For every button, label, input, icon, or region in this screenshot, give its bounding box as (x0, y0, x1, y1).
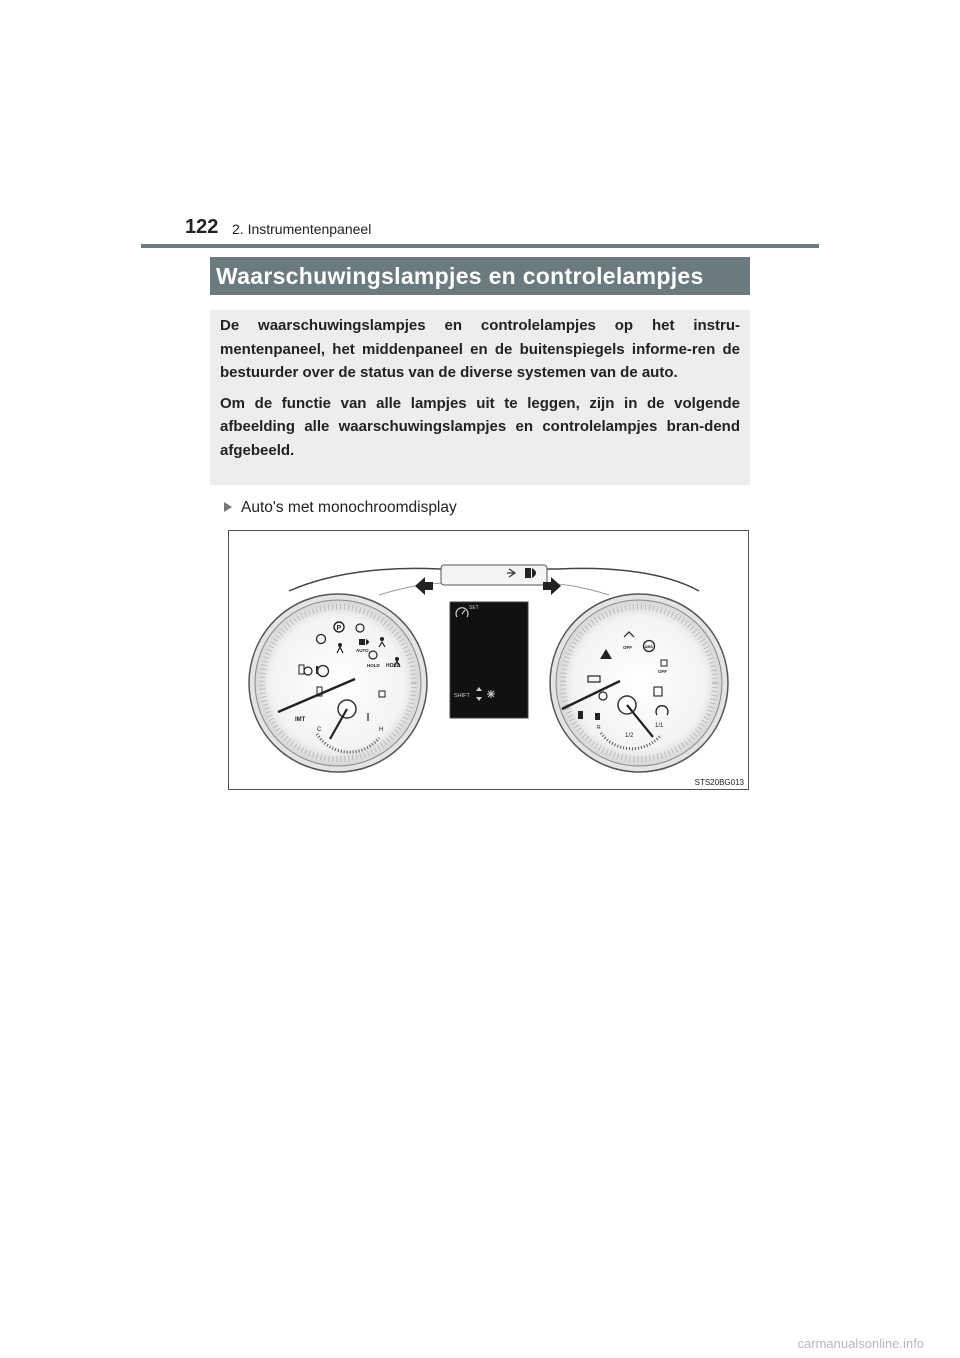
off-label-right: OFF (658, 669, 667, 674)
temp-hot-label: H (379, 727, 384, 733)
set-label: SET (469, 605, 479, 611)
low-fuel-icon (595, 713, 600, 720)
top-indicator-strip (441, 565, 547, 585)
section-title: Waarschuwingslampjes en controlelampjes (210, 257, 750, 295)
abs-letters: ABS (644, 644, 653, 649)
parking-brake-letter: P (336, 625, 342, 632)
center-monochrome-display (450, 602, 528, 718)
intro-paragraph-2: Om de functie van alle lampjes uit te leggen, zijn in de volgende afbeelding alle waarschuwingslampjes en controlelampjes bran-dend afgebeeld. (220, 394, 740, 459)
fuel-pump-icon (578, 711, 583, 719)
speedometer-dial (550, 594, 728, 772)
instrument-cluster-figure (228, 530, 749, 790)
chapter-title: 2. Instrumentenpaneel (232, 221, 372, 237)
instrument-cluster-illustration (229, 531, 750, 791)
shift-label: SHIFT (454, 693, 470, 699)
intro-paragraph-1: De waarschuwingslampjes en controlelampjes op het instru-mentenpaneel, het middenpaneel en de buitenspiegels informe-ren de bestuurder over de status van de diverse systemen van de auto. (220, 317, 740, 381)
hold-label-small: HOLD (367, 663, 380, 668)
fuel-half-label: 1/2 (625, 733, 634, 739)
triangle-bullet-icon (224, 502, 232, 512)
header-divider (141, 244, 819, 248)
headlight-auto-icon (359, 639, 369, 645)
intro-box (210, 310, 750, 485)
tachometer-dial (249, 594, 427, 772)
frost-warning-icon (487, 690, 495, 698)
fuel-full-label: 1/1 (655, 723, 664, 729)
imt-label: IMT (295, 717, 306, 723)
page-number: 122 (185, 216, 219, 238)
off-label-left: OFF (623, 645, 632, 650)
auto-label: AUTO (356, 648, 369, 653)
temp-cold-label: C (317, 727, 322, 733)
hold-label: HOLD (386, 663, 401, 669)
subsection-heading (224, 499, 457, 517)
fuel-reserve-label: R (597, 725, 601, 731)
subsection-label: Auto's met monochroomdisplay (241, 499, 457, 516)
footer-watermark: carmanualsonline.info (797, 1336, 924, 1351)
figure-code: STS20BG013 (694, 778, 744, 787)
turn-signal-left-icon (415, 577, 433, 595)
